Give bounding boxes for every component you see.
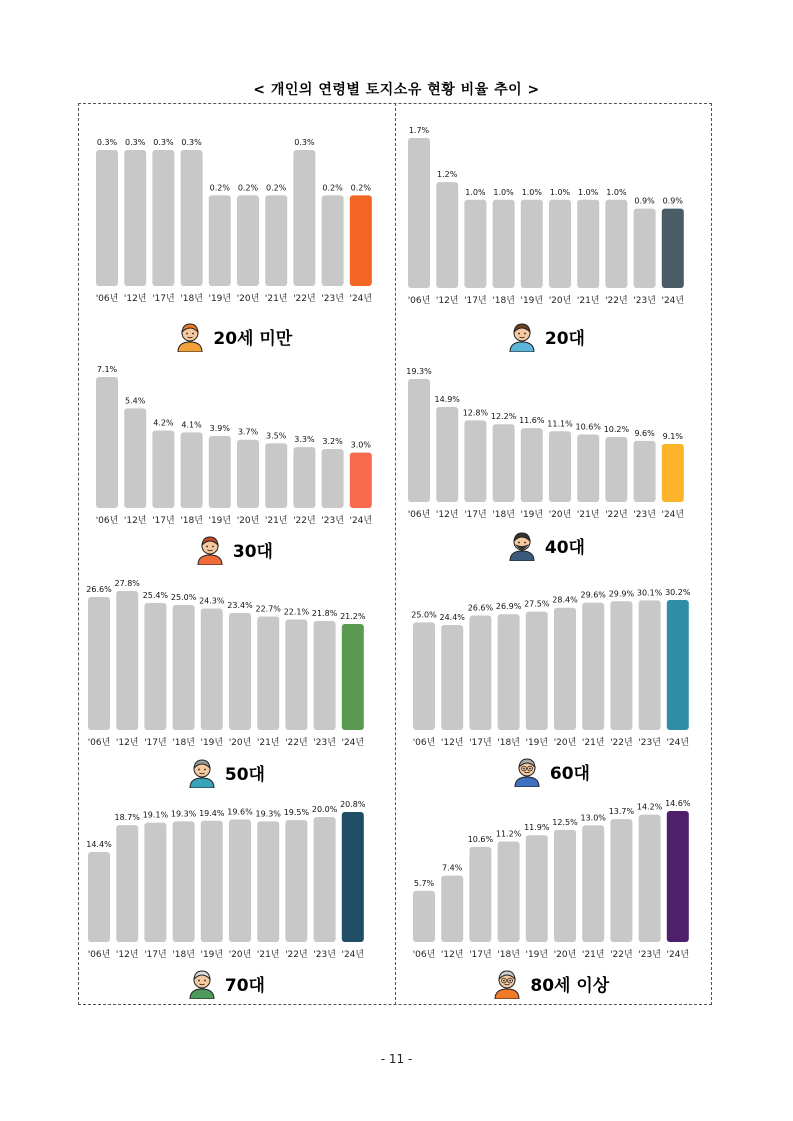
- tick-label: '18년: [172, 950, 195, 960]
- tick-label: '19년: [200, 950, 224, 960]
- bar: [639, 815, 661, 942]
- tick-label: '24년: [341, 950, 365, 960]
- data-label: 19.3%: [406, 367, 432, 376]
- age-group-label: 80세 이상: [530, 975, 610, 996]
- tick-label: '22년: [293, 516, 316, 526]
- data-label: 1.0%: [493, 187, 514, 197]
- bar: [554, 830, 576, 942]
- tick-label: '21년: [264, 294, 288, 304]
- tick-label: '18년: [492, 296, 515, 306]
- tick-label: '21년: [256, 950, 280, 960]
- data-label: 18.7%: [114, 813, 140, 823]
- data-label: 28.4%: [552, 595, 578, 605]
- data-label: 20.8%: [340, 800, 366, 809]
- tick-label: '19년: [520, 296, 544, 306]
- data-label: 26.6%: [86, 585, 112, 594]
- data-label: 1.0%: [606, 187, 627, 197]
- tick-label: '20년: [236, 516, 260, 526]
- tick-label: '21년: [264, 516, 288, 526]
- tick-label: '24년: [349, 516, 373, 526]
- tick-label: '19년: [200, 738, 224, 748]
- tick-label: '17년: [152, 294, 175, 304]
- age-group-label: 20세 미만: [213, 328, 293, 349]
- data-label: 4.2%: [153, 418, 174, 428]
- tick-label: '24년: [666, 738, 690, 748]
- data-label: 4.1%: [181, 420, 202, 430]
- tick-label: '06년: [407, 296, 431, 306]
- tick-label: '12년: [115, 738, 139, 748]
- page-number: - 11 -: [380, 1052, 413, 1066]
- data-label: 1.7%: [408, 126, 430, 135]
- age-group-label: 60대: [549, 763, 590, 784]
- data-label: 19.5%: [283, 808, 310, 818]
- page-title: < 개인의 연령별 토지소유 현황 비율 추이 >: [253, 82, 540, 98]
- tick-label: '12년: [440, 950, 464, 960]
- data-label: 30.2%: [665, 588, 691, 597]
- tick-label: '19년: [208, 516, 232, 526]
- data-label: 19.3%: [170, 809, 197, 819]
- bar: [582, 825, 604, 942]
- tick-label: '24년: [666, 950, 690, 960]
- data-label: 3.7%: [237, 427, 259, 437]
- tick-label: '23년: [638, 738, 661, 748]
- data-label: 13.0%: [580, 813, 606, 823]
- tick-label: '06년: [407, 510, 431, 520]
- tick-label: '18년: [497, 950, 520, 960]
- data-label: 27.8%: [114, 579, 140, 588]
- data-label: 10.6%: [575, 422, 601, 432]
- data-label: 12.5%: [552, 817, 578, 827]
- data-label: 0.3%: [125, 138, 146, 147]
- data-label: 7.4%: [442, 863, 463, 873]
- data-label: 20.0%: [311, 805, 338, 814]
- tick-label: '21년: [581, 738, 605, 748]
- tick-label: '20년: [548, 296, 572, 306]
- data-label: 27.5%: [524, 599, 550, 609]
- bar: [498, 842, 520, 942]
- data-label: 10.2%: [603, 424, 630, 434]
- data-label: 3.9%: [209, 424, 230, 434]
- data-label: 0.9%: [662, 196, 683, 206]
- tick-label: '22년: [610, 950, 633, 960]
- data-label: 0.2%: [350, 183, 371, 193]
- data-label: 14.9%: [434, 395, 460, 405]
- data-label: 24.4%: [439, 612, 465, 622]
- data-label: 0.3%: [181, 138, 202, 147]
- tick-label: '06년: [87, 738, 111, 748]
- data-label: 29.9%: [608, 589, 635, 599]
- tick-label: '12년: [123, 294, 147, 304]
- age-group-label: 20대: [544, 328, 585, 349]
- data-label: 12.2%: [490, 412, 517, 422]
- tick-label: '17년: [469, 950, 492, 960]
- tick-label: '17년: [144, 738, 167, 748]
- data-label: 21.8%: [311, 609, 338, 618]
- data-label: 11.1%: [547, 419, 573, 429]
- bar: [469, 847, 491, 942]
- data-label: 5.7%: [413, 878, 435, 888]
- data-label: 7.1%: [96, 365, 118, 374]
- tick-label: '17년: [464, 510, 487, 520]
- tick-label: '20년: [236, 294, 260, 304]
- tick-label: '12년: [435, 510, 459, 520]
- data-label: 14.6%: [665, 799, 691, 808]
- bar: [610, 819, 632, 942]
- data-label: 9.6%: [634, 428, 655, 438]
- bar: [526, 835, 548, 942]
- data-label: 3.3%: [294, 435, 315, 445]
- data-label: 19.4%: [199, 808, 225, 818]
- data-label: 19.6%: [227, 807, 253, 817]
- bar: [441, 876, 463, 942]
- tick-label: '21년: [256, 738, 280, 748]
- tick-label: '20년: [553, 738, 577, 748]
- data-label: 21.2%: [340, 612, 366, 621]
- tick-label: '17년: [152, 516, 175, 526]
- data-label: 0.9%: [634, 196, 655, 206]
- data-label: 0.2%: [322, 183, 343, 193]
- tick-label: '21년: [576, 510, 600, 520]
- tick-label: '21년: [581, 950, 605, 960]
- tick-label: '23년: [321, 294, 344, 304]
- tick-label: '22년: [293, 294, 316, 304]
- tick-label: '20년: [228, 738, 252, 748]
- data-label: 23.4%: [227, 601, 253, 610]
- tick-label: '23년: [638, 950, 661, 960]
- data-label: 11.9%: [524, 823, 550, 833]
- tick-label: '06년: [412, 950, 436, 960]
- tick-label: '06년: [95, 516, 119, 526]
- tick-label: '23년: [313, 738, 336, 748]
- tick-label: '22년: [605, 510, 628, 520]
- tick-label: '24년: [661, 510, 685, 520]
- tick-label: '24년: [349, 294, 373, 304]
- data-label: 13.7%: [608, 807, 635, 817]
- data-label: 25.4%: [142, 591, 169, 600]
- data-label: 3.0%: [350, 440, 371, 450]
- data-label: 9.1%: [662, 432, 683, 442]
- data-label: 1.0%: [578, 187, 599, 197]
- data-label: 19.3%: [255, 809, 281, 819]
- age-group-label: 40대: [544, 537, 585, 558]
- data-label: 11.2%: [495, 829, 522, 839]
- elderly-woman-icon: [492, 967, 522, 999]
- tick-label: '06년: [95, 294, 119, 304]
- data-label: 26.9%: [495, 602, 522, 612]
- tick-label: '18년: [172, 738, 195, 748]
- tick-label: '20년: [548, 510, 572, 520]
- data-label: 19.1%: [142, 810, 169, 820]
- tick-label: '12년: [435, 296, 459, 306]
- data-label: 10.6%: [467, 834, 494, 844]
- tick-label: '17년: [144, 950, 167, 960]
- age-group-label: 50대: [224, 764, 265, 785]
- tick-label: '12년: [440, 738, 464, 748]
- data-label: 14.4%: [86, 840, 112, 849]
- tick-label: '06년: [87, 950, 111, 960]
- tick-label: '22년: [285, 950, 308, 960]
- tick-label: '24년: [661, 296, 685, 306]
- data-label: 0.3%: [294, 138, 315, 147]
- tick-label: '18년: [492, 510, 515, 520]
- data-label: 22.1%: [283, 607, 310, 617]
- age-group-caption: [492, 967, 609, 999]
- tick-label: '23년: [321, 516, 344, 526]
- data-label: 25.0%: [170, 593, 197, 602]
- data-label: 22.7%: [255, 604, 281, 614]
- data-label: 0.2%: [266, 183, 287, 193]
- data-label: 3.5%: [266, 431, 287, 441]
- tick-label: '21년: [576, 296, 600, 306]
- data-label: 12.8%: [462, 408, 489, 418]
- tick-label: '20년: [228, 950, 252, 960]
- bar: [413, 891, 435, 942]
- tick-label: '06년: [412, 738, 436, 748]
- data-label: 26.6%: [467, 603, 494, 613]
- age-group-label: 30대: [232, 541, 273, 562]
- data-label: 0.2%: [237, 183, 259, 193]
- tick-label: '18년: [497, 738, 520, 748]
- tick-label: '20년: [553, 950, 577, 960]
- tick-label: '19년: [525, 738, 549, 748]
- data-label: 14.2%: [636, 802, 663, 812]
- bar: [667, 811, 689, 942]
- data-label: 5.4%: [125, 396, 146, 406]
- age-group-label: 70대: [224, 975, 265, 996]
- data-label: 29.6%: [580, 590, 606, 600]
- data-label: 24.3%: [199, 596, 225, 606]
- tick-label: '22년: [605, 296, 628, 306]
- tick-label: '12년: [115, 950, 139, 960]
- tick-label: '12년: [123, 516, 147, 526]
- tick-label: '19년: [520, 510, 544, 520]
- data-label: 0.2%: [209, 183, 230, 193]
- tick-label: '22년: [285, 738, 308, 748]
- tick-label: '17년: [469, 738, 492, 748]
- data-label: 30.1%: [636, 588, 663, 598]
- tick-label: '24년: [341, 738, 365, 748]
- tick-label: '19년: [208, 294, 232, 304]
- data-label: 11.6%: [519, 416, 545, 426]
- tick-label: '19년: [525, 950, 549, 960]
- tick-label: '23년: [313, 950, 336, 960]
- data-label: 0.3%: [153, 138, 174, 147]
- data-label: 3.2%: [322, 436, 343, 446]
- data-label: 1.0%: [465, 187, 486, 197]
- data-label: 1.0%: [549, 187, 571, 197]
- data-label: 1.0%: [521, 187, 542, 197]
- data-label: 25.0%: [411, 610, 437, 620]
- tick-label: '23년: [633, 510, 656, 520]
- tick-label: '22년: [610, 738, 633, 748]
- tick-label: '23년: [633, 296, 656, 306]
- tick-label: '17년: [464, 296, 487, 306]
- data-label: 0.3%: [96, 138, 118, 147]
- data-label: 1.2%: [437, 170, 458, 180]
- tick-label: '18년: [180, 516, 203, 526]
- tick-label: '18년: [180, 294, 203, 304]
